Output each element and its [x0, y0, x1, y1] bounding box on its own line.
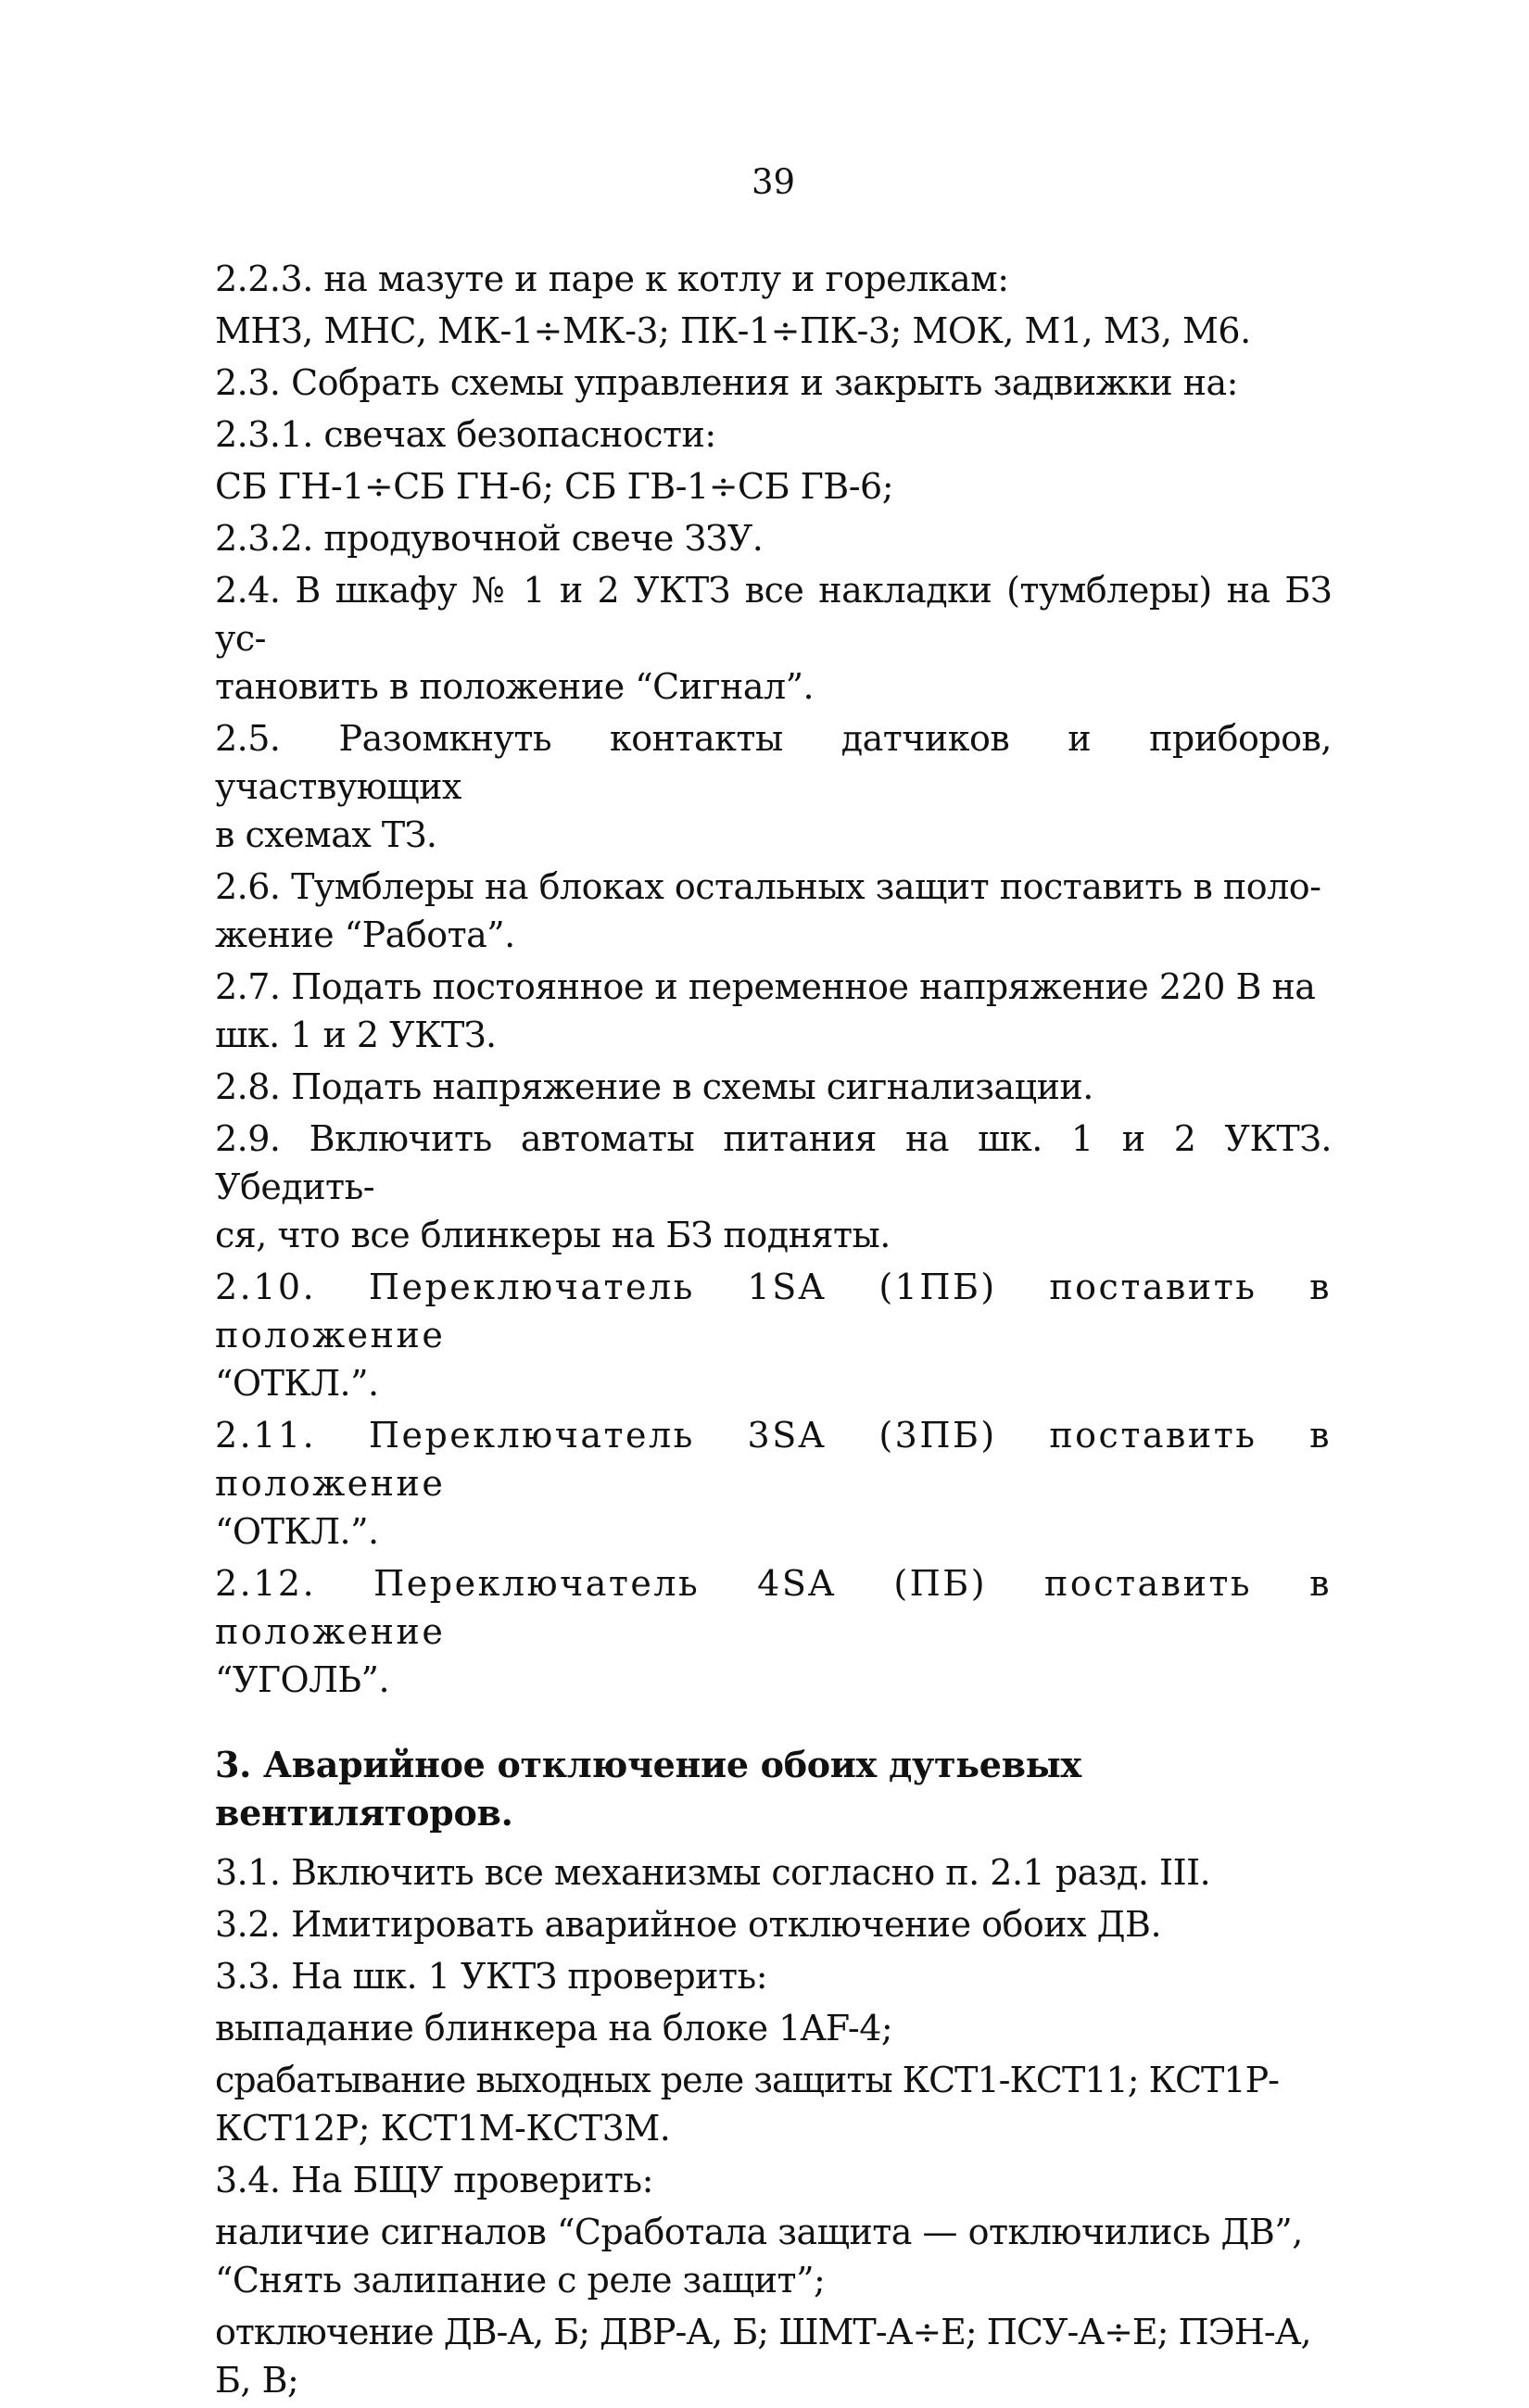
paragraph	[215, 307, 1332, 355]
text-line: КСТ12Р; КСТ1М-КСТ3М.	[215, 2108, 671, 2149]
text-line: жение “Работа”.	[215, 914, 515, 955]
text-line: срабатывание выходных реле защиты КСТ1-КСТ11; КСТ1Р-	[215, 2060, 1279, 2100]
text-line: 2.10. Переключатель 1SA (1ПБ) поставить в положение	[215, 1267, 1332, 1355]
text-line: 3.2. Имитировать аварийное отключение обоих ДВ.	[215, 1904, 1162, 1945]
text-line: 2.5. Разомкнуть контакты датчиков и приборов, участвующих	[215, 718, 1332, 807]
paragraph	[215, 863, 1332, 911]
paragraph	[215, 1848, 1332, 1897]
text-line: 2.7. Подать постоянное и переменное напряжение 220 В на	[215, 966, 1316, 1007]
text-line: тановить в положение “Сигнал”.	[215, 666, 815, 707]
text-line: 2.3. Собрать схемы управления и закрыть задвижки на:	[215, 362, 1238, 403]
paragraph	[215, 2004, 1332, 2052]
text-line: 3.4. На БЩУ проверить:	[215, 2160, 653, 2200]
paragraph-continuation	[215, 2104, 1332, 2152]
text-line: отключение ДВ-А, Б; ДВР-А, Б; ШМТ-А÷Е; ПСУ-А÷Е; ПЭН-А,	[215, 2312, 1311, 2352]
paragraph	[215, 1115, 1332, 1211]
paragraph-continuation	[215, 2356, 1332, 2404]
paragraph	[215, 963, 1332, 1011]
paragraph	[215, 1411, 1332, 1507]
paragraph	[215, 2056, 1332, 2104]
text-line: “ОТКЛ.”.	[215, 1511, 379, 1552]
text-line: 3.1. Включить все механизмы согласно п. 2.1 разд. III.	[215, 1852, 1211, 1893]
text-line: МНЗ, МНС, МК-1÷МК-3; ПК-1÷ПК-3; МОК, М1, М3, М6.	[215, 310, 1251, 351]
text-line: 2.8. Подать напряжение в схемы сигнализации.	[215, 1066, 1093, 1107]
paragraph	[215, 1952, 1332, 2000]
paragraph	[215, 2156, 1332, 2204]
paragraph-continuation	[215, 1359, 1332, 1407]
text-line: “ОТКЛ.”.	[215, 1363, 379, 1404]
paragraph	[215, 255, 1332, 303]
paragraph-continuation	[215, 1656, 1332, 1704]
paragraph	[215, 1263, 1332, 1359]
paragraph	[215, 566, 1332, 662]
paragraph	[215, 714, 1332, 811]
text-line: шк. 1 и 2 УКТЗ.	[215, 1015, 497, 1055]
paragraph	[215, 462, 1332, 511]
text-line: ся, что все блинкеры на БЗ подняты.	[215, 1215, 891, 1255]
text-line: Б, В;	[215, 2360, 299, 2401]
text-line: 2.12. Переключатель 4SA (ПБ) поставить в положение	[215, 1563, 1332, 1652]
text-line: 2.9. Включить автоматы питания на шк. 1 и 2 УКТЗ. Убедить-	[215, 1118, 1332, 1207]
paragraph-continuation	[215, 662, 1332, 711]
page-number: 39	[751, 162, 796, 202]
paragraph	[215, 514, 1332, 562]
paragraph	[215, 359, 1332, 407]
text-line: 2.4. В шкафу № 1 и 2 УКТЗ все накладки (тумблеры) на БЗ ус-	[215, 570, 1332, 659]
paragraph-continuation	[215, 911, 1332, 959]
paragraph	[215, 2208, 1332, 2256]
paragraph-continuation	[215, 1507, 1332, 1556]
text-line: “УГОЛЬ”.	[215, 1659, 390, 1700]
section-heading: 3. Аварийное отключение обоих дутьевых вентиляторов.	[215, 1744, 1081, 1834]
paragraph	[215, 1063, 1332, 1111]
document-page	[215, 148, 1332, 2408]
paragraph	[215, 410, 1332, 459]
text-line: 2.3.1. свечах безопасности:	[215, 414, 716, 455]
text-line: 2.11. Переключатель 3SA (3ПБ) поставить в положение	[215, 1415, 1332, 1504]
paragraph-continuation	[215, 811, 1332, 859]
text-line: СБ ГН-1÷СБ ГН-6; СБ ГВ-1÷СБ ГВ-6;	[215, 466, 894, 507]
text-line: 2.3.2. продувочной свече ЗЗУ.	[215, 518, 764, 559]
paragraph-continuation	[215, 2256, 1332, 2304]
text-line: выпадание блинкера на блоке 1AF-4;	[215, 2008, 893, 2049]
text-line: наличие сигналов “Сработала защита — отключились ДВ”,	[215, 2212, 1303, 2252]
text-line: 3.3. На шк. 1 УКТЗ проверить:	[215, 1956, 768, 1997]
paragraph-continuation	[215, 1211, 1332, 1259]
paragraph-continuation	[215, 1011, 1332, 1059]
text-line: 2.2.3. на мазуте и паре к котлу и горелкам:	[215, 258, 1009, 299]
paragraph	[215, 2308, 1332, 2356]
text-line: “Снять залипание с реле защит”;	[215, 2260, 826, 2301]
paragraph	[215, 1900, 1332, 1948]
paragraph	[215, 1559, 1332, 1656]
text-line: 2.6. Тумблеры на блоках остальных защит поставить в поло-	[215, 866, 1321, 907]
text-line: в схемах ТЗ.	[215, 814, 437, 855]
